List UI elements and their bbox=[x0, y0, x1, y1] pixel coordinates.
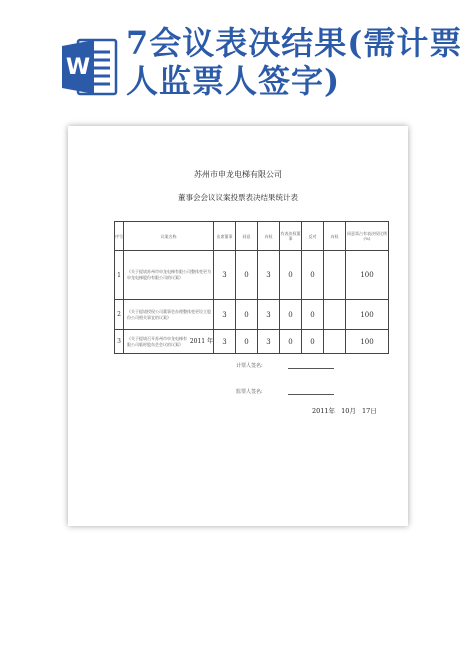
row-ratio: 100 bbox=[346, 251, 389, 300]
monitor-signature-label: 监票人签名: bbox=[236, 389, 263, 395]
header-abstain2: 弃权 bbox=[324, 222, 346, 251]
table-row bbox=[115, 251, 389, 300]
row-oppose: 0 bbox=[302, 251, 324, 300]
row-empty bbox=[324, 330, 346, 354]
row-name: 《关于提请苏州市申龙电梯有限公司整体变更为申龙电梯股份有限公司的议案》 bbox=[124, 251, 214, 300]
date-month: 10月 bbox=[341, 407, 356, 415]
word-icon-letter: W bbox=[65, 55, 91, 80]
banner bbox=[0, 0, 474, 120]
row-no: 2 bbox=[115, 300, 124, 330]
row-voting: 0 bbox=[280, 300, 302, 330]
document-page bbox=[68, 126, 408, 526]
row-present: 3 bbox=[214, 330, 236, 354]
header-oppose: 反对 bbox=[302, 222, 324, 251]
header-present: 出席董事 bbox=[214, 222, 236, 251]
row-voting: 0 bbox=[280, 330, 302, 354]
header-abstain: 弃权 bbox=[258, 222, 280, 251]
row-ratio: 100 bbox=[346, 300, 389, 330]
company-name: 苏州市申龙电梯有限公司 bbox=[194, 170, 282, 179]
row-no: 3 bbox=[115, 330, 124, 354]
row-agree: 0 bbox=[236, 251, 258, 300]
vote-result-table bbox=[114, 221, 389, 354]
row-name-cell bbox=[124, 330, 214, 354]
header-voting: 有表决权董事 bbox=[280, 222, 302, 251]
date-day: 17日 bbox=[361, 407, 377, 415]
header-ratio: 同意票占有表决权比例(%) bbox=[346, 222, 389, 251]
row-empty bbox=[324, 300, 346, 330]
row-ratio: 100 bbox=[346, 330, 389, 354]
row-abstain: 3 bbox=[258, 300, 280, 330]
table-row bbox=[115, 300, 389, 330]
counter-signature-line bbox=[288, 368, 334, 369]
table-row bbox=[115, 330, 389, 354]
row-no: 1 bbox=[115, 251, 124, 300]
monitor-signature-line bbox=[288, 394, 334, 395]
table-title: 董事会会议议案投票表决结果统计表 bbox=[178, 193, 298, 202]
row-name: 《关于提请授权公司董事会办理整体变更设立股份公司相关事宜的议案》 bbox=[124, 300, 214, 330]
row-oppose: 0 bbox=[302, 300, 324, 330]
table-header-row bbox=[115, 222, 389, 251]
header-name: 议案名称 bbox=[124, 222, 214, 251]
row-present: 3 bbox=[214, 300, 236, 330]
row-empty bbox=[324, 251, 346, 300]
word-document-icon bbox=[60, 36, 118, 98]
date-year: 2011年 bbox=[312, 407, 336, 415]
document-title: 7会议表决结果(需计票人监票人签字) bbox=[126, 24, 463, 100]
row-name: 《关于提请召开苏州市申龙电梯有限公司临时股东会会议的议案》 bbox=[127, 335, 187, 347]
row-present: 3 bbox=[214, 251, 236, 300]
row-abstain: 3 bbox=[258, 251, 280, 300]
header-agree: 同意 bbox=[236, 222, 258, 251]
row-voting: 0 bbox=[280, 251, 302, 300]
row-name-extra: 2011 年 bbox=[189, 337, 213, 345]
counter-signature-label: 计票人签名: bbox=[236, 363, 263, 369]
signing-date bbox=[312, 406, 381, 415]
row-agree: 0 bbox=[236, 300, 258, 330]
row-agree: 0 bbox=[236, 330, 258, 354]
row-oppose: 0 bbox=[302, 330, 324, 354]
header-no: 序号 bbox=[115, 222, 124, 251]
row-abstain: 3 bbox=[258, 330, 280, 354]
